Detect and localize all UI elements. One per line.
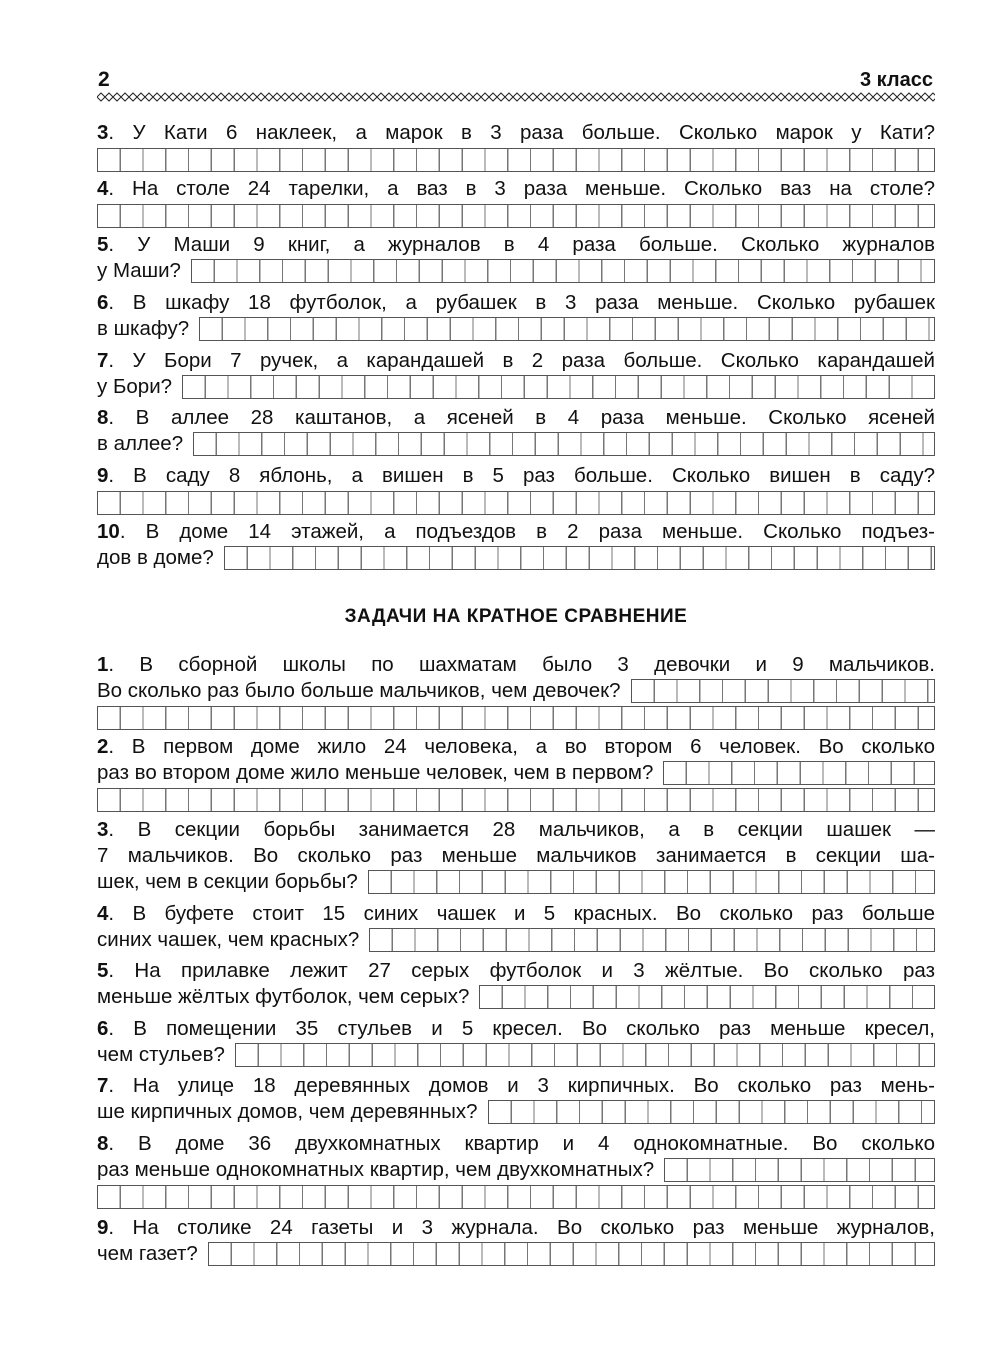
answer-cells[interactable] xyxy=(235,1043,935,1067)
page-number: 2 xyxy=(98,68,110,91)
answer-cells[interactable] xyxy=(663,761,935,785)
answer-cells[interactable] xyxy=(368,870,935,894)
decorative-zigzag-rule xyxy=(97,92,935,102)
answer-cells[interactable] xyxy=(97,491,935,515)
answer-cells[interactable] xyxy=(193,432,935,456)
task-a-9: 9. В саду 8 яблонь, а вишен в 5 раз больше. Сколько вишен в саду? xyxy=(97,463,935,515)
task-b-8: 8. В доме 36 двухкомнатных квартир и 4 однокомнатные. Во сколько раз меньше однокомнатных квартир, чем двухкомнатных? xyxy=(97,1131,935,1209)
task-a-7: 7. У Бори 7 ручек, а карандашей в 2 раза больше. Сколько карандашей у Бори? xyxy=(97,349,935,398)
answer-cells[interactable] xyxy=(97,788,935,812)
answer-cells[interactable] xyxy=(182,375,935,399)
task-a-5: 5. У Маши 9 книг, а журналов в 4 раза больше. Сколько журналов у Маши? xyxy=(97,233,935,282)
page-header xyxy=(97,66,935,96)
answer-cells[interactable] xyxy=(479,985,935,1009)
task-b-3: 3. В секции борьбы занимается 28 мальчиков, а в секции шашек — 7 мальчиков. Во сколько раз меньше мальчиков занимается в секции ша- шек, чем в секции борьбы? xyxy=(97,818,935,893)
answer-cells[interactable] xyxy=(664,1158,935,1182)
task-a-8: 8. В аллее 28 каштанов, а ясеней в 4 раза меньше. Сколько ясеней в аллее? xyxy=(97,406,935,455)
answer-cells[interactable] xyxy=(208,1242,935,1266)
grade-label: 3 класс xyxy=(859,69,933,91)
task-b-2: 2. В первом доме жило 24 человека, а во втором 6 человек. Во сколько раз во втором доме жило меньше человек, чем в первом? xyxy=(97,734,935,812)
answer-cells[interactable] xyxy=(631,679,936,703)
answer-cells[interactable] xyxy=(199,317,935,341)
task-a-10: 10. В доме 14 этажей, а подъездов в 2 раза меньше. Сколько подъез- дов в доме? xyxy=(97,520,935,569)
answer-cells[interactable] xyxy=(97,1185,935,1209)
answer-cells[interactable] xyxy=(488,1100,935,1124)
task-a-3: 3. У Кати 6 наклеек, а марок в 3 раза больше. Сколько марок у Кати? xyxy=(97,120,935,172)
answer-cells[interactable] xyxy=(191,259,935,283)
answer-cells[interactable] xyxy=(369,928,935,952)
answer-cells[interactable] xyxy=(97,204,935,228)
task-b-9: 9. На столике 24 газеты и 3 журнала. Во сколько раз меньше журналов, чем газет? xyxy=(97,1216,935,1265)
task-b-4: 4. В буфете стоит 15 синих чашек и 5 красных. Во сколько раз больше синих чашек, чем красных? xyxy=(97,902,935,951)
task-b-7: 7. На улице 18 деревянных домов и 3 кирпичных. Во сколько раз мень- ше кирпичных домов, чем деревянных? xyxy=(97,1074,935,1123)
task-a-6: 6. В шкафу 18 футболок, а рубашек в 3 раза меньше. Сколько рубашек в шкафу? xyxy=(97,291,935,340)
answer-cells[interactable] xyxy=(97,706,935,730)
task-a-4: 4. На столе 24 тарелки, а ваз в 3 раза меньше. Сколько ваз на столе? xyxy=(97,176,935,228)
task-b-1: 1. В сборной школы по шахматам было 3 девочки и 9 мальчиков. Во сколько раз было больше мальчиков, чем девочек? xyxy=(97,652,935,730)
task-b-5: 5. На прилавке лежит 27 серых футболок и 3 жёлтые. Во сколько раз меньше жёлтых футболок, чем серых? xyxy=(97,959,935,1008)
task-b-6: 6. В помещении 35 стульев и 5 кресел. Во сколько раз меньше кресел, чем стульев? xyxy=(97,1017,935,1066)
answer-cells[interactable] xyxy=(97,148,935,172)
answer-cells[interactable] xyxy=(224,546,935,570)
section-title: ЗАДАЧИ НА КРАТНОЕ СРАВНЕНИЕ xyxy=(344,606,688,627)
